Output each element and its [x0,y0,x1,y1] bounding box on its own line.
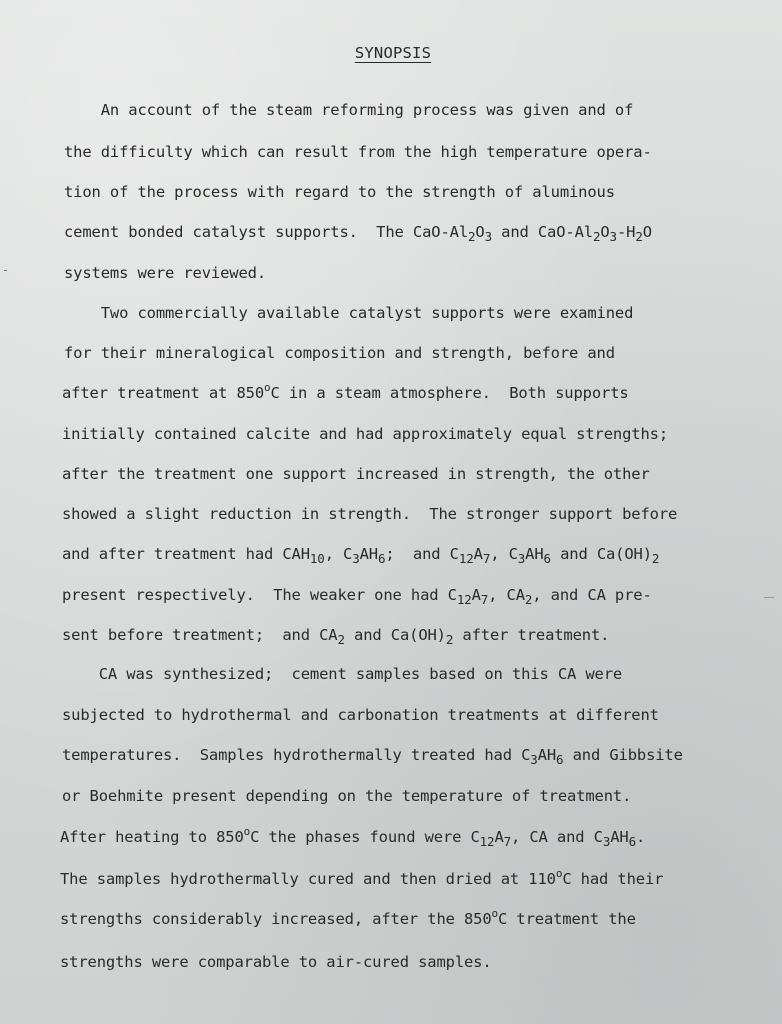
synopsis-line: strengths considerably increased, after the 850$^o$C treatment the [60,907,636,928]
synopsis-line: tion of the process with regard to the strength of aluminous [64,183,615,201]
synopsis-line: temperatures. Samples hydrothermally treated had $C_3AH_6$ and Gibbsite [62,746,683,767]
synopsis-line: strengths were comparable to air-cured samples. [60,953,492,971]
synopsis-line: or Boehmite present depending on the temperature of treatment. [62,787,632,805]
synopsis-line: CA was synthesized; cement samples based on this CA were [62,665,623,683]
synopsis-line: After heating to 850$^o$C the phases found were $C_{12}A_7$, CA and $C_3AH_6$. [60,825,646,849]
synopsis-line: An account of the steam reforming process was given and of [64,101,634,119]
synopsis-line: after the treatment one support increased in strength, the other [62,465,650,483]
synopsis-line: the difficulty which can result from the high temperature opera- [64,143,652,161]
page-dash-mark [764,597,774,598]
synopsis-heading [0,44,782,62]
synopsis-line: The samples hydrothermally cured and then dried at 110$^o$C had their [60,867,664,888]
synopsis-line: cement bonded catalyst supports. The CaO-$Al_2O_3$ and CaO-$Al_2O_3-H_2O$ [64,223,652,244]
synopsis-line: initially contained calcite and had approximately equal strengths; [62,425,668,443]
synopsis-line: systems were reviewed. [64,264,266,282]
page-speck [4,270,7,271]
synopsis-line: after treatment at 850$^o$C in a steam atmosphere. Both supports [62,381,629,402]
synopsis-line: present respectively. The weaker one had $C_{12}A_7$, $CA_2$, and CA pre- [62,586,652,607]
synopsis-line: Two commercially available catalyst supports were examined [64,304,634,322]
synopsis-line: sent before treatment; and $CA_2$ and $Ca(OH)_2$ after treatment. [62,626,610,647]
synopsis-line: and after treatment had $CAH_{10}$, $C_3AH_6$; and $C_{12}A_7$, $C_3AH_6$ and $Ca(OH)_2$ [62,545,660,566]
synopsis-line: for their mineralogical composition and strength, before and [64,344,615,362]
synopsis-line: subjected to hydrothermal and carbonation treatments at different [62,706,659,724]
synopsis-line: showed a slight reduction in strength. The stronger support before [62,505,678,523]
synopsis-heading-text: SYNOPSIS [354,44,432,62]
